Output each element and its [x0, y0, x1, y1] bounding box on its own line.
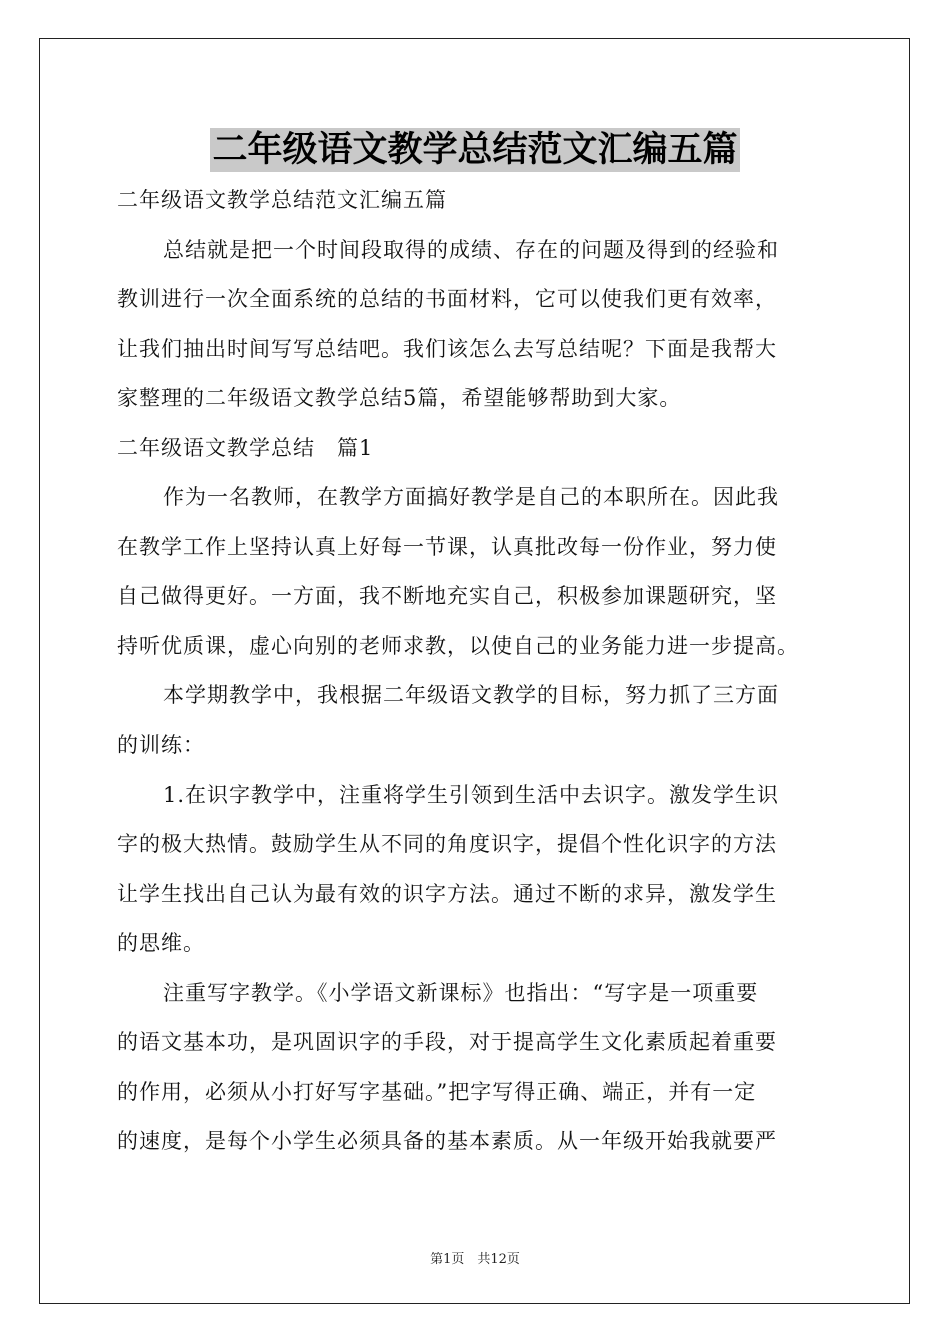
page-footer: 第1页 共12页 [430, 1252, 520, 1267]
text-line: 持听优质课，虚心向别的老师求教，以使自己的业务能力进一步提高。 [117, 634, 799, 658]
text-line: 本学期教学中，我根据二年级语文教学的目标，努力抓了三方面 [163, 683, 779, 707]
text-line: 作为一名教师，在教学方面搞好教学是自己的本职所在。因此我 [163, 485, 779, 509]
text-line: 的思维。 [117, 931, 205, 955]
text-line: 总结就是把一个时间段取得的成绩、存在的问题及得到的经验和 [163, 238, 779, 262]
page-border [39, 38, 910, 1304]
text-line: 的语文基本功，是巩固识字的手段，对于提高学生文化素质起着重要 [117, 1030, 777, 1054]
text-line: 1.在识字教学中，注重将学生引领到生活中去识字。激发学生识 [163, 783, 780, 807]
text-line: 字的极大热情。鼓励学生从不同的角度识字，提倡个性化识字的方法 [117, 832, 777, 856]
text-line: 让我们抽出时间写写总结吧。我们该怎么去写总结呢？下面是我帮大 [117, 337, 777, 361]
subtitle-line: 二年级语文教学总结范文汇编五篇 [117, 188, 447, 212]
document-title: 二年级语文教学总结范文汇编五篇 [212, 129, 738, 170]
text-line: 让学生找出自己认为最有效的识字方法。通过不断的求异，激发学生 [117, 882, 777, 906]
title-wrap [0, 128, 950, 172]
text-line: 在教学工作上坚持认真上好每一节课，认真批改每一份作业，努力使 [117, 535, 777, 559]
text-line: 的作用，必须从小打好写字基础。”把字写得正确、端正，并有一定 [117, 1080, 757, 1104]
text-line: 家整理的二年级语文教学总结5篇，希望能够帮助到大家。 [117, 386, 682, 410]
text-line: 的训练： [117, 733, 205, 757]
text-line: 的速度，是每个小学生必须具备的基本素质。从一年级开始我就要严 [117, 1129, 777, 1153]
section-heading: 二年级语文教学总结 篇1 [117, 436, 374, 460]
text-line: 教训进行一次全面系统的总结的书面材料，它可以使我们更有效率， [117, 287, 777, 311]
text-line: 自己做得更好。一方面，我不断地充实自己，积极参加课题研究，坚 [117, 584, 777, 608]
text-line: 注重写字教学。《小学语文新课标》也指出：“写字是一项重要 [163, 981, 759, 1005]
